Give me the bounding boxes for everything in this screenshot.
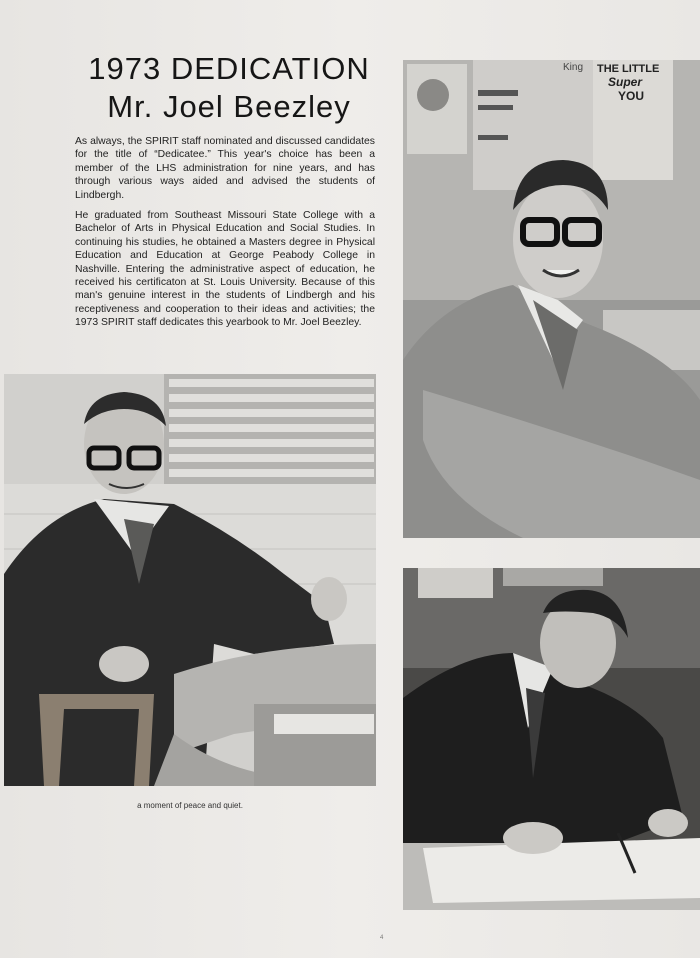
photo-smiling-portrait [403,60,700,538]
poster-text-king: King [563,62,584,73]
photo-smiling-portrait-image [403,60,700,538]
dedication-text [75,135,375,337]
photo-writing-portrait-image [403,568,700,910]
photo-caption: a moment of peace and quiet. [137,801,243,810]
title-line-dedication: 1973 DEDICATION [88,51,370,86]
poster-text-super: Super [608,75,643,89]
poster-text-you: YOU [618,89,645,103]
photo-seated-portrait [4,374,376,786]
poster-text-little: THE LITTLE [597,63,660,75]
paragraph-2: He graduated from Southeast Missouri State College with a Bachelor of Arts in Physical Education and Social Studies. In continuing his studies, he obtained a Masters degree in Physical Education and Education at George Peabody College in Nashville. Entering the administrative aspect of education, he received his certificaton at St. Louis University. Because of this man's genuine interest in the students of Lindbergh and his receptiveness and cooperation to their ideas and activities; the 1973 SPIRIT staff dedicates this yearbook to Mr. Joel Beezley. [75,210,375,329]
photo-writing-portrait [403,568,700,910]
paragraph-1: As always, the SPIRIT staff nominated and discussed candidates for the title of “Dedicatee.” This year's choice has been a member of the LHS administration for nine years, and has through various ways aided and advised the students of Lindbergh. [75,136,375,201]
title-line-name: Mr. Joel Beezley [107,89,351,124]
page-title [74,50,384,126]
page-number: 4 [380,935,384,941]
photo-seated-portrait-image [4,374,376,786]
